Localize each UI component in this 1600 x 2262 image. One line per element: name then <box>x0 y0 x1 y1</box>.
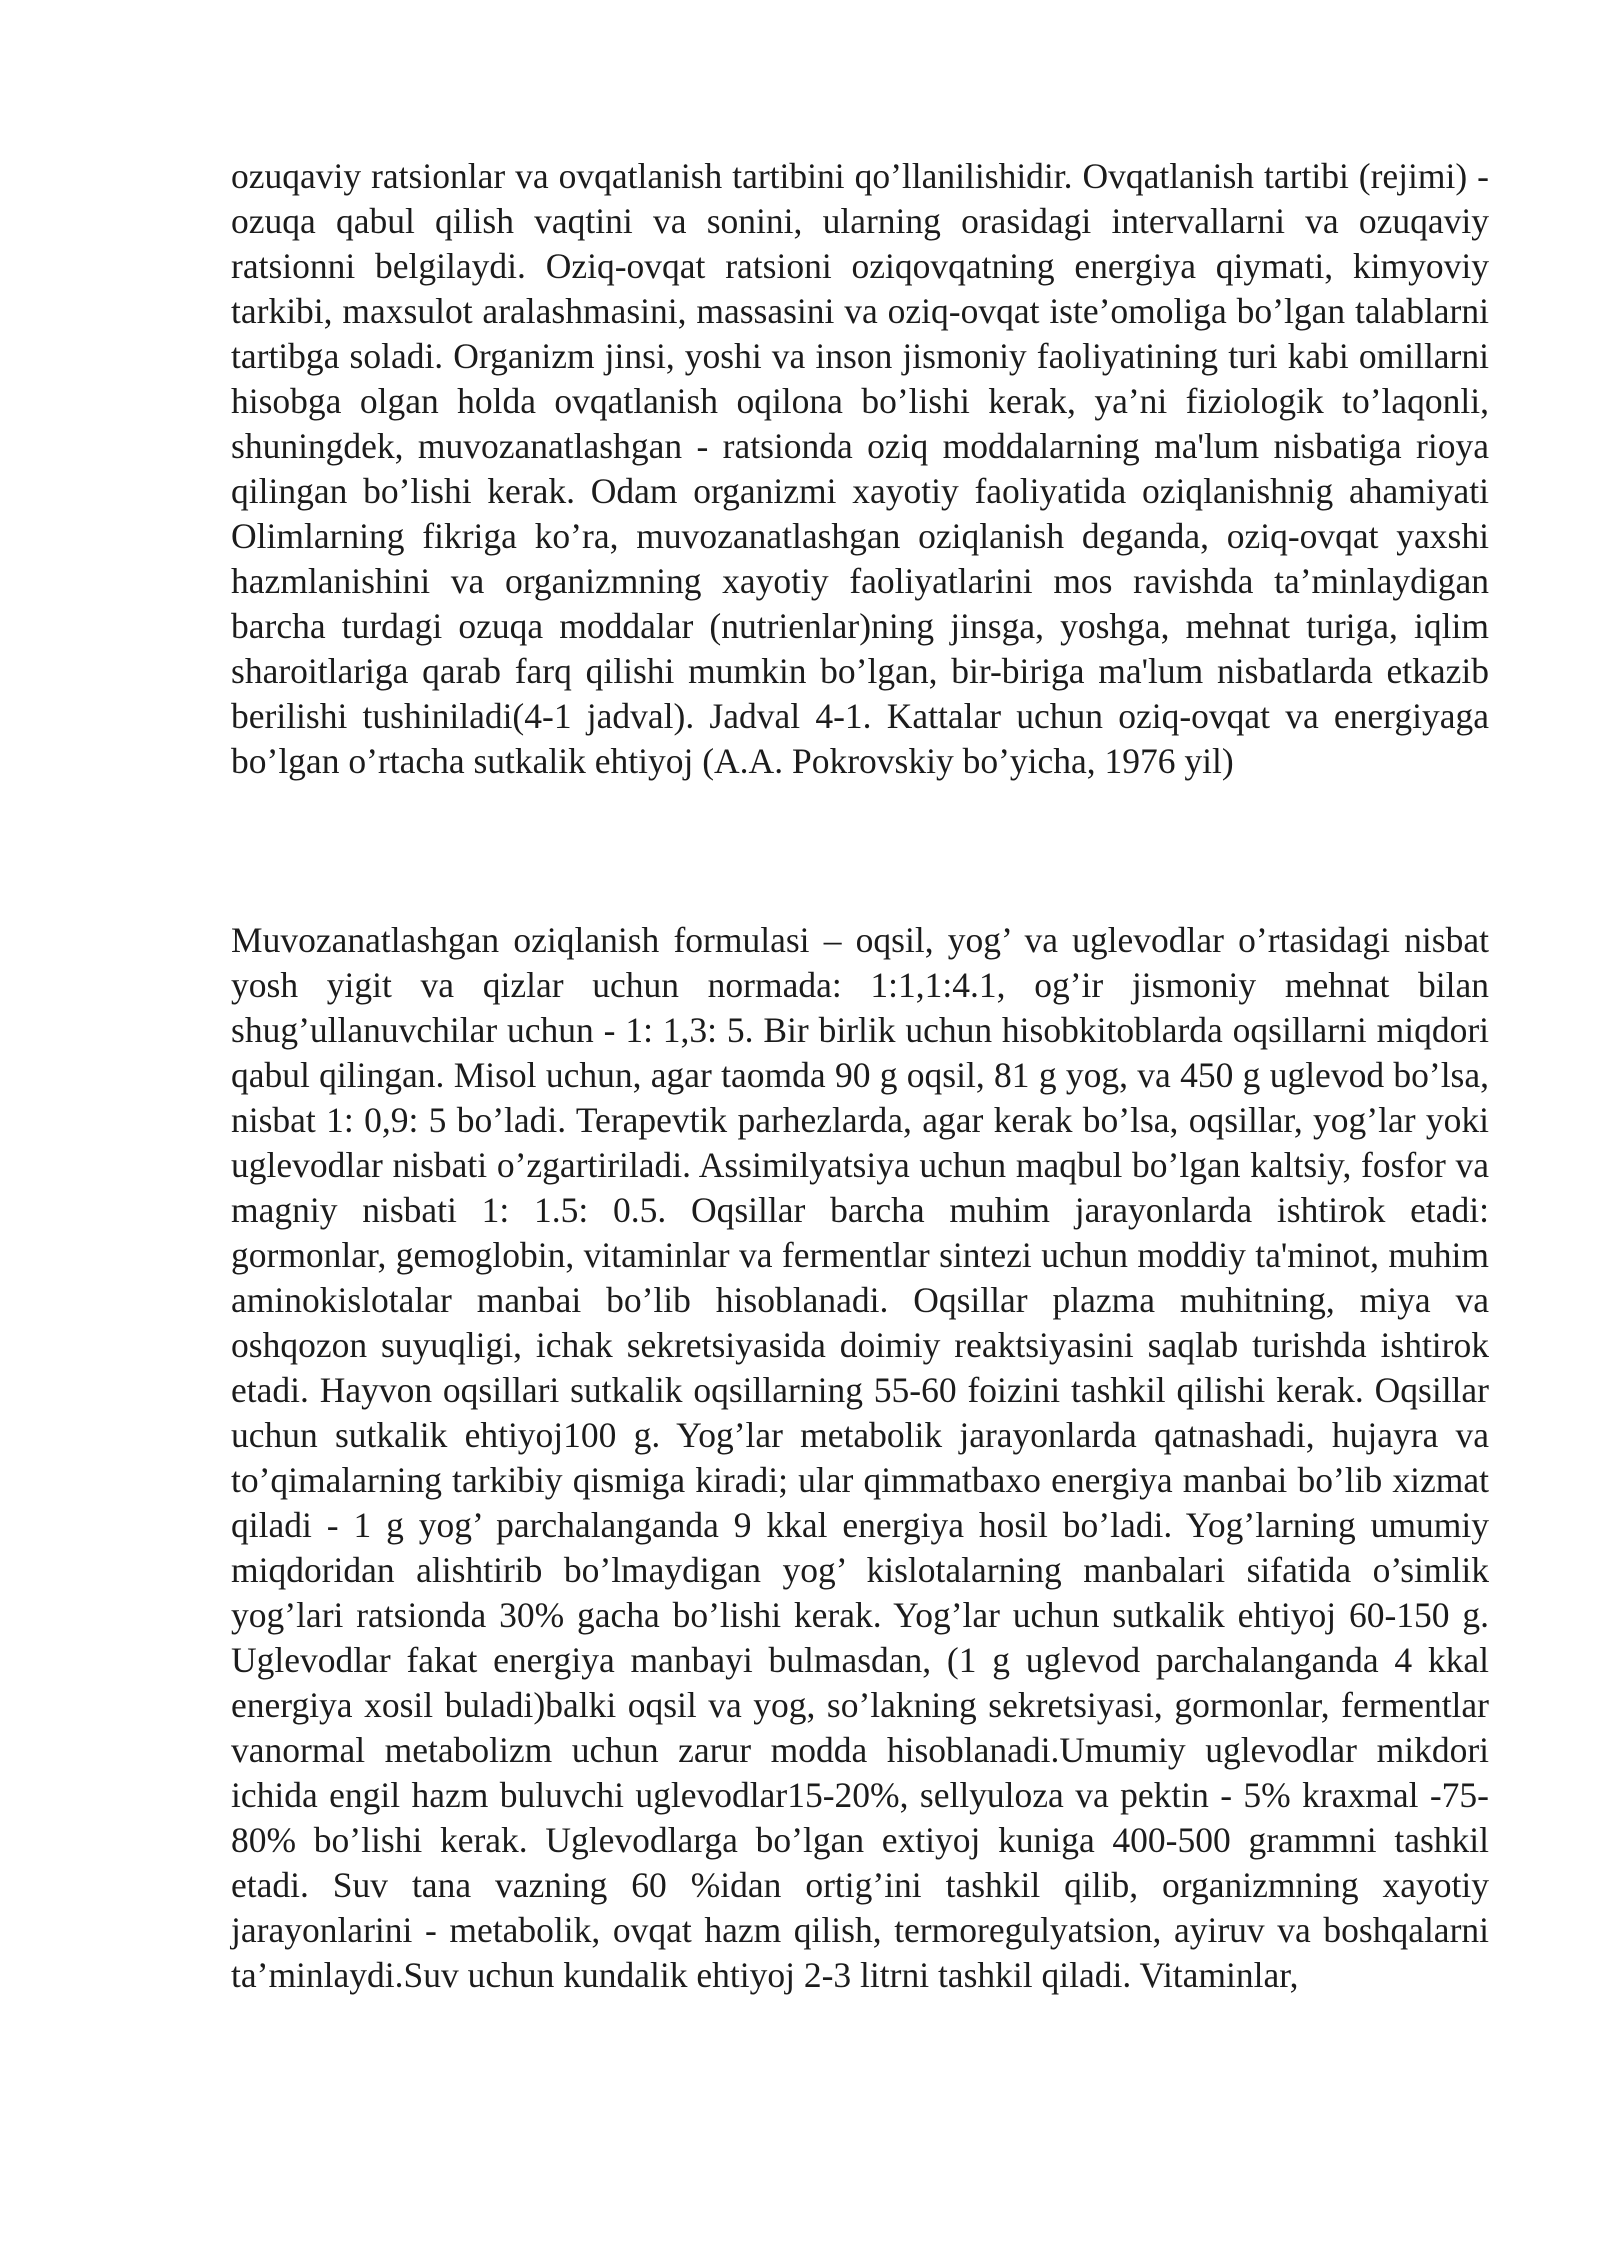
body-paragraph-2: Muvozanatlashgan oziqlanish formulasi – oqsil, yog’ va uglevodlar o’rtasidagi nisbat yosh yigit va qizlar uchun normada: 1:1,1:4.1, og’ir jismoniy mehnat bilan shug’ullanuvchilar uchun - 1: 1,3: 5. Bir birlik uchun hisobkitoblarda oqsillarni miqdori qabul qilingan. Misol uchun, agar taomda 90 g oqsil, 81 g yog, va 450 g uglevod bo’lsa, nisbat 1: 0,9: 5 bo’ladi. Terapevtik parhezlarda, agar kerak bo’lsa, oqsillar, yog’lar yoki uglevodlar nisbati o’zgartiriladi. Assimilyatsiya uchun maqbul bo’lgan kaltsiy, fosfor va magniy nisbati 1: 1.5: 0.5. Oqsillar barcha muhim jarayonlarda ishtirok etadi: gormonlar, gemoglobin, vitaminlar va fermentlar sintezi uchun moddiy ta'minot, muhim aminokislotalar manbai bo’lib hisoblanadi. Oqsillar plazma muhitning, miya va oshqozon suyuqligi, ichak sekretsiyasida doimiy reaktsiyasini saqlab turishda ishtirok etadi. Hayvon oqsillari sutkalik oqsillarning 55-60 foizini tashkil qilishi kerak. Oqsillar uchun sutkalik ehtiyoj100 g. Yog’lar metabolik jarayonlarda qatnashadi, hujayra va to’qimalarning tarkibiy qismiga kiradi; ular qimmatbaxo energiya manbai bo’lib xizmat qiladi - 1 g yog’ parchalanganda 9 kkal energiya hosil bo’ladi. Yog’larning umumiy miqdoridan alishtirib bo’lmaydigan yog’ kislotalarning manbalari sifatida o’simlik yog’lari ratsionda 30% gacha bo’lishi kerak. Yog’lar uchun sutkalik ehtiyoj 60-150 g. Uglevodlar fakat energiya manbayi bulmasdan, (1 g uglevod parchalanganda 4 kkal energiya xosil buladi)balki oqsil va yog, so’lakning sekretsiyasi, gormonlar, fermentlar vanormal metabolizm uchun zarur modda hisoblanadi.Umumiy uglevodlar mikdori ichida engil hazm buluvchi uglevodlar15-20%, sellyuloza va pektin - 5% kraxmal -75-80% bo’lishi kerak. Uglevodlarga bo’lgan extiyoj kuniga 400-500 grammni tashkil etadi. Suv tana vazning 60 %idan ortig’ini tashkil qilib, organizmning xayotiy jarayonlarini - metabolik, ovqat hazm qilish, termoregulyatsion, ayiruv va boshqalarni ta’minlaydi.Suv uchun kundalik ehtiyoj 2-3 litrni tashkil qiladi. Vitaminlar, <box>231 920 1489 1995</box>
body-paragraph-1: ozuqaviy ratsionlar va ovqatlanish tartibini qo’llanilishidir. Ovqatlanish tartibi (rejimi) - ozuqa qabul qilish vaqtini va sonini, ularning orasidagi intervallarni va ozuqaviy ratsionni belgilaydi. Oziq-ovqat ratsioni oziqovqatning energiya qiymati, kimyoviy tarkibi, maxsulot aralashmasini, massasini va oziq-ovqat iste’omoliga bo’lgan talablarni tartibga soladi. Organizm jinsi, yoshi va inson jismoniy faoliyatining turi kabi omillarni hisobga olgan holda ovqatlanish oqilona bo’lishi kerak, ya’ni fiziologik to’laqonli, shuningdek, muvozanatlashgan - ratsionda oziq moddalarning ma'lum nisbatiga rioya qilingan bo’lishi kerak. Odam organizmi xayotiy faoliyatida oziqlanishnig ahamiyati Olimlarning fikriga ko’ra, muvozanatlashgan oziqlanish deganda, oziq-ovqat yaxshi hazmlanishini va organizmning xayotiy faoliyatlarini mos ravishda ta’minlaydigan barcha turdagi ozuqa moddalar (nutrienlar)ning jinsga, yoshga, mehnat turiga, iqlim sharoitlariga qarab farq qilishi mumkin bo’lgan, bir-biriga ma'lum nisbatlarda etkazib berilishi tushiniladi(4-1 jadval). Jadval 4-1. Kattalar uchun oziq-ovqat va energiyaga bo’lgan o’rtacha sutkalik ehtiyoj (A.A. Pokrovskiy bo’yicha, 1976 yil) <box>231 156 1489 781</box>
